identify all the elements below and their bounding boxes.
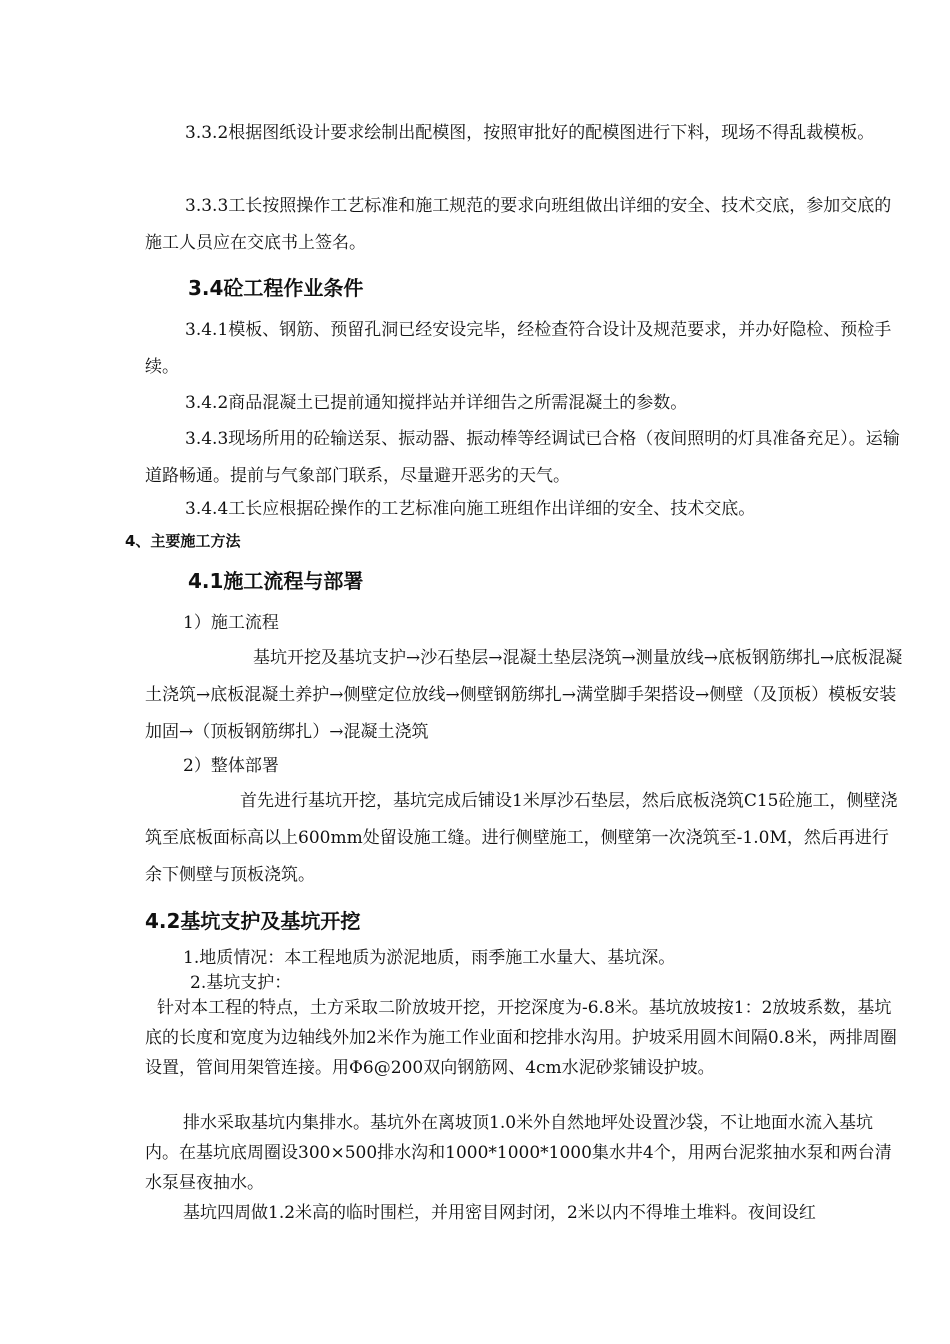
- heading-4-1: 4.1施工流程与部署: [188, 569, 364, 593]
- heading-4-2: 4.2基坑支护及基坑开挖: [145, 909, 361, 933]
- paragraph-3-3-2: 3.3.2根据图纸设计要求绘制出配模图，按照审批好的配模图进行下料，现场不得乱裁模板。: [185, 123, 875, 143]
- heading-3-4: 3.4砼工程作业条件: [188, 276, 364, 300]
- paragraph-geology: 1.地质情况：本工程地质为淤泥地质，雨季施工水量大、基坑深。: [183, 948, 676, 968]
- paragraph-fence: 基坑四周做1.2米高的临时围栏，并用密目网封闭，2米以内不得堆土堆料。夜间设红: [183, 1203, 816, 1223]
- overall-deployment: 首先进行基坑开挖，基坑完成后铺设1米厚沙石垫层，然后底板浇筑C15砼施工，侧壁浇筑至底板面标高以上600mm处留设施工缝。进行侧壁施工，侧壁第一次浇筑至-1.0M，然后再进行余下侧壁与顶板浇筑。: [145, 791, 898, 885]
- paragraph-drainage: 排水采取基坑内集排水。基坑外在离坡顶1.0米外自然地坪处设置沙袋，不让地面水流入基坑内。在基坑底周圈设300×500排水沟和1000*1000*1000集水井4个，用两台泥浆抽水泵和两台清水泵昼夜抽水。: [145, 1113, 892, 1193]
- paragraph-support-title: 2.基坑支护：: [190, 973, 292, 993]
- construction-flow: 基坑开挖及基坑支护→沙石垫层→混凝土垫层浇筑→测量放线→底板钢筋绑扎→底板混凝土浇筑→底板混凝土养护→侧壁定位放线→侧壁钢筋绑扎→满堂脚手架搭设→侧壁（及顶板）模板安装加固→（顶板钢筋绑扎）→混凝土浇筑: [145, 648, 903, 742]
- paragraph-3-4-2: 3.4.2商品混凝土已提前通知搅拌站并详细告之所需混凝土的参数。: [185, 393, 688, 413]
- paragraph-3-4-3: 3.4.3现场所用的砼输送泵、振动器、振动棒等经调试已合格（夜间照明的灯具准备充足）。运输道路畅通。提前与气象部门联系，尽量避开恶劣的天气。: [145, 429, 900, 486]
- paragraph-3-3-3: 3.3.3工长按照操作工艺标准和施工规范的要求向班组做出详细的安全、技术交底，参加交底的施工人员应在交底书上签名。: [145, 196, 892, 253]
- subheading-deploy: 2）整体部署: [183, 756, 279, 776]
- heading-4: 4、主要施工方法: [125, 532, 241, 550]
- paragraph-3-4-4: 3.4.4工长应根据砼操作的工艺标准向施工班组作出详细的安全、技术交底。: [185, 499, 756, 519]
- paragraph-support: 针对本工程的特点，土方采取二阶放坡开挖，开挖深度为-6.8米。基坑放坡按1：2放坡系数，基坑底的长度和宽度为边轴线外加2米作为施工作业面和挖排水沟用。护坡采用圆木间隔0.8米，两排周圈设置，管间用架管连接。用Φ6@200双向钢筋网、4cm水泥砂浆铺设护坡。: [145, 998, 897, 1078]
- paragraph-3-4-1: 3.4.1模板、钢筋、预留孔洞已经安设完毕，经检查符合设计及规范要求，并办好隐检、预检手续。: [145, 320, 892, 377]
- subheading-flow: 1）施工流程: [183, 613, 279, 633]
